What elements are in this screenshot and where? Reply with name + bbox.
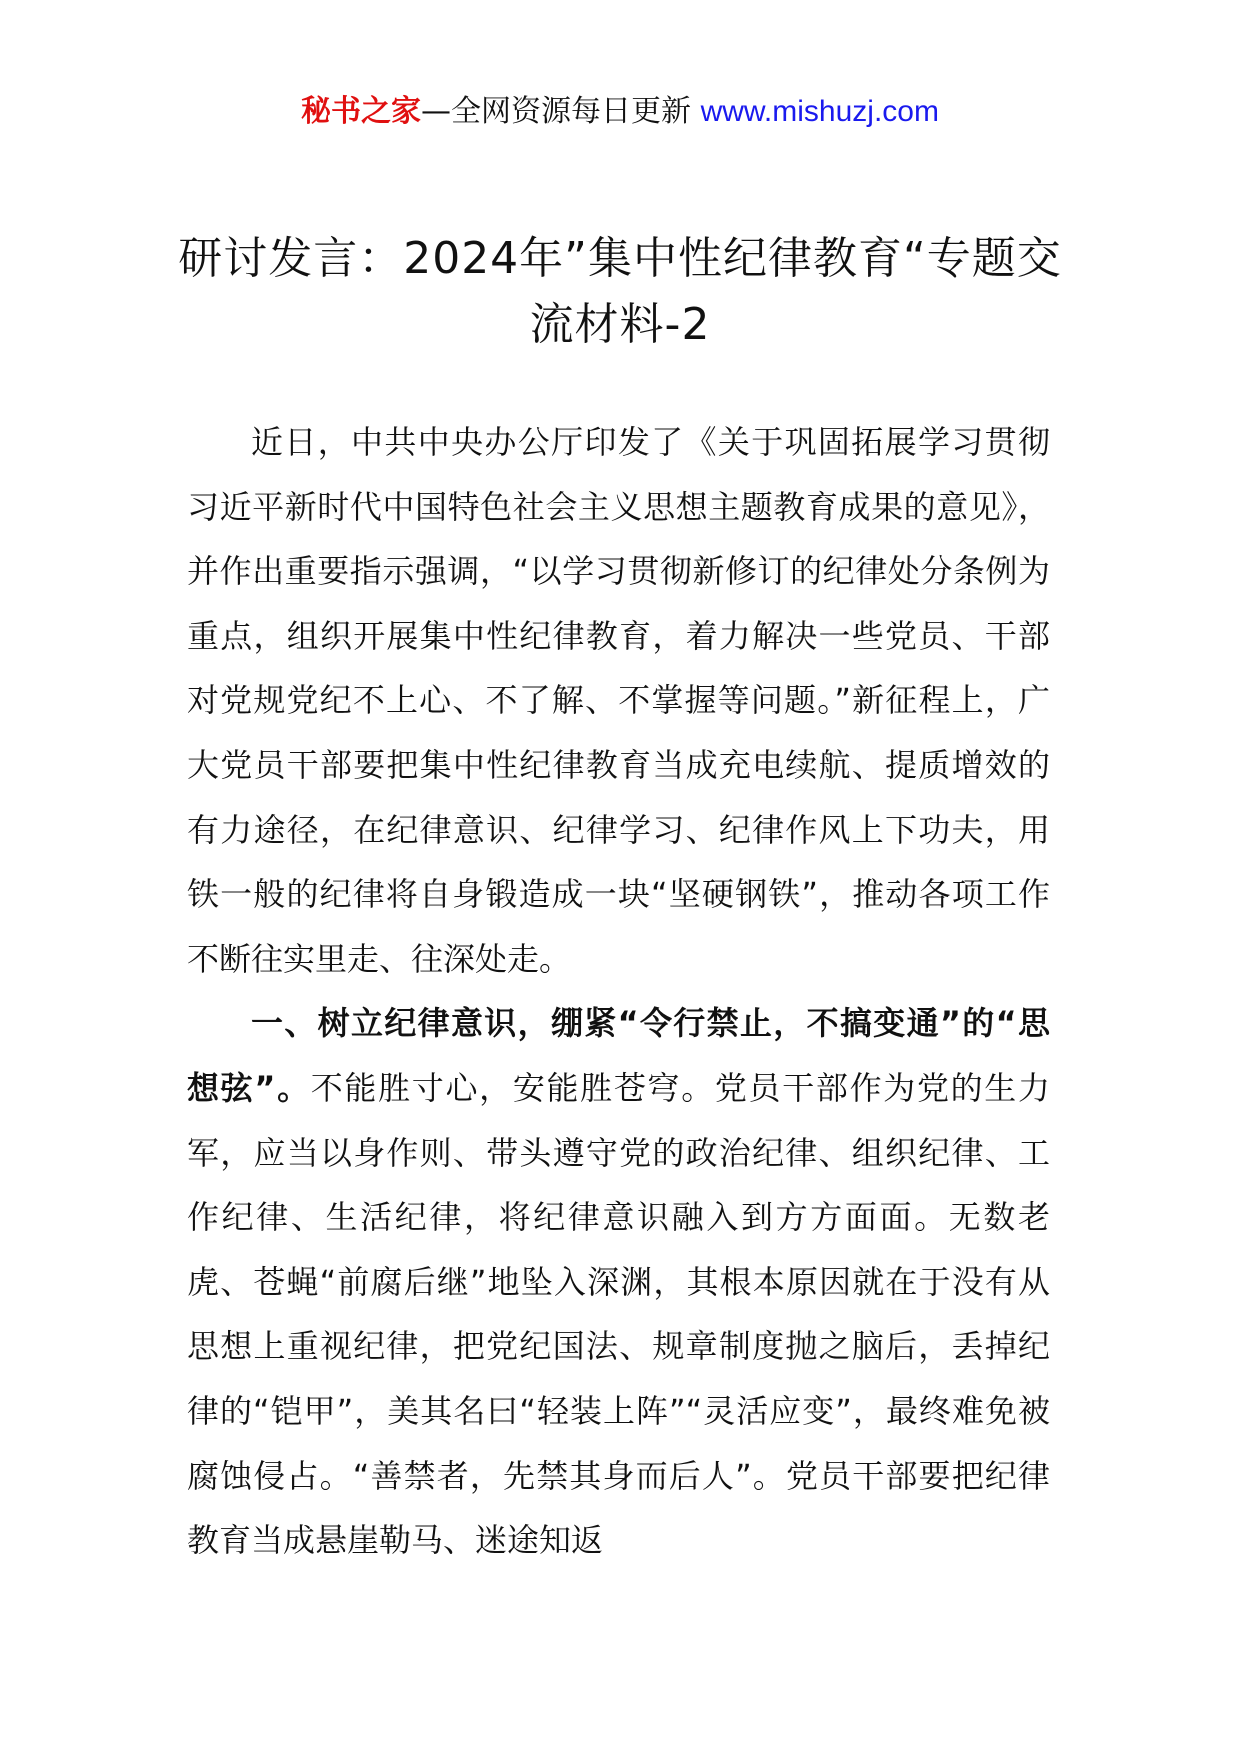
- section-one-text: 不能胜寸心，安能胜苍穹。党员干部作为党的生力军，应当以身作则、带头遵守党的政治纪律、组织纪律、工作纪律、生活纪律，将纪律意识融入到方方面面。无数老虎、苍蝇“前腐后继”地坠入深渊，其根本原因就在于没有从思想上重视纪律，把党纪国法、规章制度抛之脑后，丢掉纪律的“铠甲”，美其名曰“轻装上阵”“灵活应变”，最终难免被腐蚀侵占。“善禁者，先禁其身而后人”。党员干部要把纪律教育当成悬崖勒马、迷途知返: [187, 1068, 1050, 1560]
- site-url-link[interactable]: www.mishuzj.com: [700, 95, 939, 128]
- brand-name: 秘书之家: [301, 94, 422, 129]
- section-one-heading: 一、树立纪律意识，绷紧“令行禁止，不搞变通”的“思想弦”。: [187, 1004, 1050, 1107]
- document-title: 研讨发言：2024年”集中性纪律教育“专题交流材料-2: [178, 233, 1062, 350]
- document-body: [187, 410, 1050, 1573]
- header-tagline: —全网资源每日更新: [421, 94, 701, 129]
- intro-paragraph: 近日，中共中央办公厅印发了《关于巩固拓展学习贯彻习近平新时代中国特色社会主义思想主题教育成果的意见》，并作出重要指示强调，“以学习贯彻新修订的纪律处分条例为重点，组织开展集中性纪律教育，着力解决一些党员、干部对党规党纪不上心、不了解、不掌握等问题。”新征程上，广大党员干部要把集中性纪律教育当成充电续航、提质增效的有力途径，在纪律意识、纪律学习、纪律作风上下功夫，用铁一般的纪律将自身锻造成一块“坚硬钢铁”，推动各项工作不断往实里走、往深处走。: [187, 423, 1050, 978]
- section-one-paragraph: [187, 991, 1050, 1572]
- header-banner: [0, 92, 1240, 132]
